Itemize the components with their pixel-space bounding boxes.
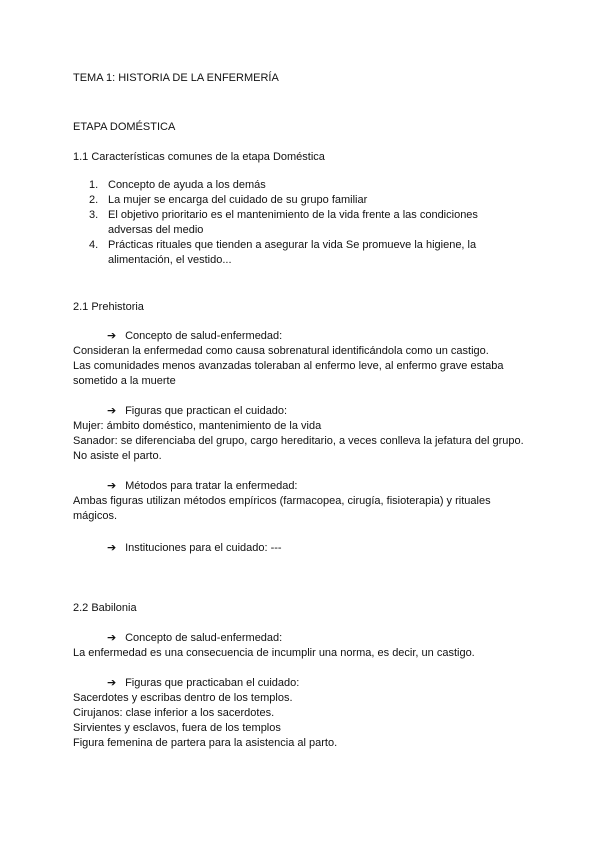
list-item [73,193,543,208]
text-line: sometido a la muerte [73,375,176,387]
text-line: mágicos. [73,510,118,522]
text-line: La enfermedad es una consecuencia de incumplir una norma, es decir, un castigo. [73,647,475,659]
bullet-label: Concepto de salud-enfermedad: [125,632,283,644]
paragraph [73,419,543,464]
list-item-text: El objetivo prioritario es el mantenimiento de la vida frente a las condiciones [108,209,478,221]
bullet-item [107,541,282,556]
arrow-icon: ➔ [107,542,117,554]
bullet-item [107,676,299,691]
text-line: Cirujanos: clase inferior a los sacerdotes. [73,707,275,719]
paragraph [73,344,543,389]
bullet-label: Métodos para tratar la enfermedad: [125,480,298,492]
list-item [73,238,543,268]
arrow-icon: ➔ [107,480,117,492]
paragraph [73,646,543,661]
list-item [73,178,543,193]
text-line: Figura femenina de partera para la asistencia al parto. [73,737,338,749]
subsection-heading: 2.2 Babilonia [73,602,137,614]
bullet-label: Instituciones para el cuidado: --‐ [125,542,282,554]
arrow-icon: ➔ [107,632,117,644]
text-line: Las comunidades menos avanzadas toleraban al enfermo leve, al enfermo grave estaba [73,360,504,372]
bullet-item [107,404,287,419]
arrow-icon: ➔ [107,677,117,689]
text-line: Ambas figuras utilizan métodos empíricos (farmacopea, cirugía, fisioterapia) y rituales [73,495,491,507]
text-line: Sanador: se diferenciaba del grupo, cargo hereditario, a veces conlleva la jefatura del grupo. [73,435,524,447]
bullet-label: Figuras que practican el cuidado: [125,405,288,417]
bullet-label: Concepto de salud-enfermedad: [125,330,283,342]
list-item-text: Concepto de ayuda a los demás [108,179,266,191]
bullet-item [107,479,298,494]
text-line: Consideran la enfermedad como causa sobrenatural identificándola como un castigo. [73,345,489,357]
list-item-text: Prácticas rituales que tienden a asegurar la vida Se promueve la higiene, la [108,239,477,251]
text-line: Sirvientes y esclavos, fuera de los templos [73,722,281,734]
list-number: 2. [89,194,99,206]
paragraph [73,691,543,751]
list-item [73,208,543,238]
bullet-item [107,329,282,344]
arrow-icon: ➔ [107,330,117,342]
text-line: Mujer: ámbito doméstico, mantenimiento de la vida [73,420,322,432]
subsection-heading: 2.1 Prehistoria [73,301,144,313]
paragraph [73,494,543,524]
subsection-heading: 1.1 Características comunes de la etapa Doméstica [73,151,325,163]
list-item-text: La mujer se encarga del cuidado de su grupo familiar [108,194,368,206]
section-heading: ETAPA DOMÉSTICA [73,121,176,133]
text-line: Sacerdotes y escribas dentro de los templos. [73,692,293,704]
list-number: 3. [89,209,99,221]
characteristics-list [73,178,543,268]
bullet-item [107,631,282,646]
text-line: No asiste el parto. [73,450,162,462]
list-number: 1. [89,179,99,191]
bullet-label: Figuras que practicaban el cuidado: [125,677,300,689]
list-number: 4. [89,239,99,251]
arrow-icon: ➔ [107,405,117,417]
list-item-text: alimentación, el vestido... [108,254,232,266]
document-title: TEMA 1: HISTORIA DE LA ENFERMERÍA [73,72,279,84]
list-item-text: adversas del medio [108,224,204,236]
